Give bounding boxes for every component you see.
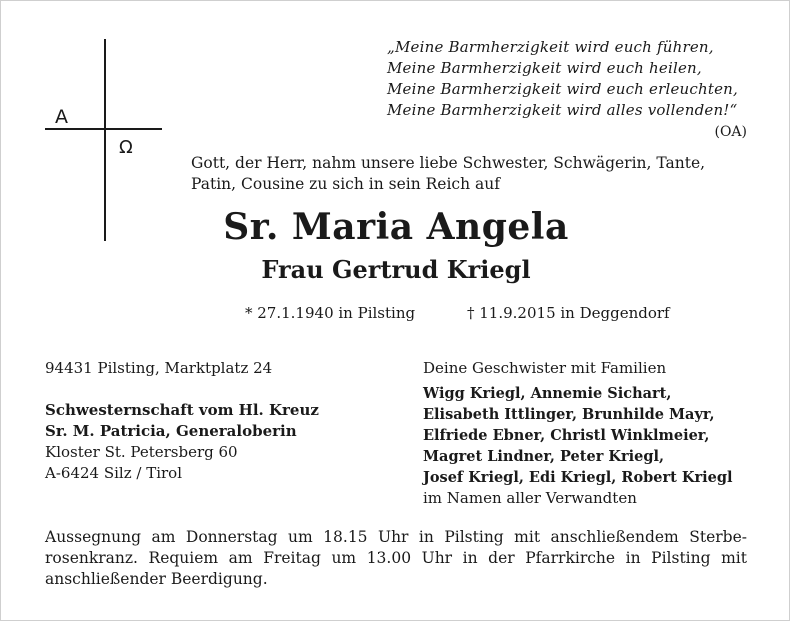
organization-name: Schwesternschaft vom Hl. Kreuz xyxy=(45,401,319,419)
mourners-column xyxy=(423,358,763,509)
intro-line: Patin, Cousine zu sich in sein Reich auf xyxy=(191,175,500,193)
mourner-line: Magret Lindner, Peter Kriegl, xyxy=(423,448,665,465)
quote-source: (OA) xyxy=(714,124,747,140)
mourners-names xyxy=(423,383,763,488)
death-date: † 11.9.2015 in Deggendorf xyxy=(467,304,670,322)
religious-name: Sr. Maria Angela xyxy=(223,206,569,248)
intro-text xyxy=(191,153,751,195)
quote-line: Meine Barmherzigkeit wird euch erleuchten, xyxy=(387,80,738,98)
organization-street: Kloster St. Petersberg 60 xyxy=(45,443,238,461)
quote-line: „Meine Barmherzigkeit wird euch führen, xyxy=(387,38,714,56)
funeral-line: rosenkranz. Requiem am Freitag um 13.00 Uhr in der Pfarrkirche in Pilsting mit xyxy=(45,549,747,567)
contact-column xyxy=(45,358,405,484)
intro-line: Gott, der Herr, nahm unsere liebe Schwester, Schwägerin, Tante, xyxy=(191,154,706,172)
organization-leader: Sr. M. Patricia, Generaloberin xyxy=(45,422,297,440)
bible-quote xyxy=(387,37,747,121)
funeral-line: anschließender Beerdigung. xyxy=(45,570,268,588)
quote-line: Meine Barmherzigkeit wird euch heilen, xyxy=(387,59,702,77)
mourners-heading: Deine Geschwister mit Familien xyxy=(423,359,667,377)
quote-line: Meine Barmherzigkeit wird alles vollenden!“ xyxy=(387,101,738,119)
funeral-details xyxy=(45,527,747,590)
family-address: 94431 Pilsting, Marktplatz 24 xyxy=(45,359,273,377)
civil-name: Frau Gertrud Kriegl xyxy=(261,255,531,284)
funeral-line: Aussegnung am Donnerstag um 18.15 Uhr in Pilsting mit anschließendem Sterbe- xyxy=(45,528,747,546)
mourner-line: Josef Kriegl, Edi Kriegl, Robert Kriegl xyxy=(423,469,733,486)
omega-symbol: Ω xyxy=(119,137,133,158)
mourner-line: Wigg Kriegl, Annemie Sichart, xyxy=(423,385,672,402)
cross-horizontal-beam xyxy=(45,128,162,130)
birth-date: * 27.1.1940 in Pilsting xyxy=(245,304,416,322)
alpha-symbol: A xyxy=(55,106,68,128)
mourners-footer: im Namen aller Verwandten xyxy=(423,489,637,507)
organization-city: A-6424 Silz / Tirol xyxy=(45,464,183,482)
mourner-line: Elisabeth Ittlinger, Brunhilde Mayr, xyxy=(423,406,715,423)
mourner-line: Elfriede Ebner, Christl Winklmeier, xyxy=(423,427,710,444)
